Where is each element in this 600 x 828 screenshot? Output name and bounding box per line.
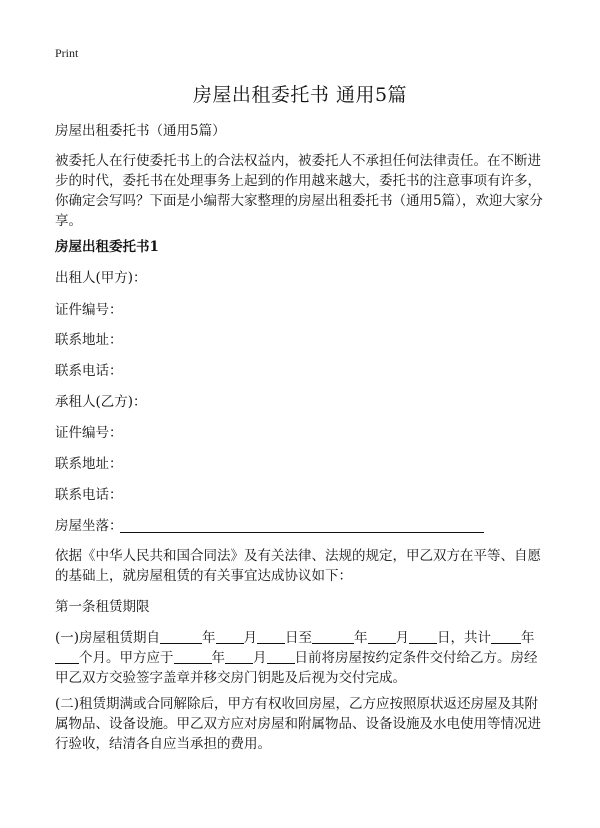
- deliver-year-blank: [174, 649, 212, 664]
- lessee-label: 承租人(乙方)：: [55, 394, 147, 410]
- day-total-text: 日，共计: [437, 630, 492, 646]
- clause-2: (二)租赁期满或合同解除后，甲方有权收回房屋，乙方应按照原状返还房屋及其附属物品、设备设施。甲乙双方应对房屋和附属物品、设备设施及水电使用等情况进行验收，结清各自应当承担的费用。: [55, 696, 541, 752]
- month-unit: 月: [253, 650, 267, 666]
- end-year-blank: [312, 629, 354, 644]
- intro-paragraph: 被委托人在行使委托书上的合法权益内，被委托人不承担任何法律责任。在不断进步的时代，委托书在处理事务上起到的作用越来越大，委托书的注意事项有许多，你确定会写吗？下面是小编帮大家整理的房屋出租委托书（通用5篇），欢迎大家分享。: [55, 153, 543, 229]
- deliver-day-blank: [267, 649, 295, 664]
- document-title: 房屋出租委托书 通用5篇: [192, 84, 408, 106]
- deliver-text: 日前将房屋按约定条件交付给乙方。房经甲乙双方交验签字盖章并移交房门钥匙及后视为交付完成。: [55, 650, 538, 686]
- location-blank-line: [120, 532, 484, 533]
- year-unit: 年: [354, 630, 368, 646]
- day-to-text: 日至: [285, 630, 313, 646]
- deliver-month-blank: [225, 649, 253, 664]
- location-label: 房屋坐落：: [55, 518, 123, 534]
- lessor-address-label: 联系地址：: [55, 332, 123, 348]
- start-month-blank: [216, 629, 244, 644]
- article1-heading: 第一条租赁期限: [55, 599, 150, 615]
- year-unit: 年: [521, 630, 535, 646]
- print-label: Print: [55, 46, 79, 60]
- term-start-text: (一)房屋租赁期自: [55, 630, 161, 646]
- intro-subtitle: 房屋出租委托书（通用5篇）: [55, 123, 226, 139]
- term-clause: [55, 628, 550, 688]
- month-unit: 月: [395, 630, 410, 646]
- start-day-blank: [257, 629, 285, 644]
- month-unit: 月: [243, 630, 258, 646]
- end-day-blank: [409, 629, 437, 644]
- year-unit: 年: [211, 650, 225, 666]
- basis-paragraph: 依据《中华人民共和国合同法》及有关法律、法规的规定，甲乙双方在平等、自愿的基础上，就房屋租赁的有关事宜达成协议如下：: [55, 548, 541, 584]
- lessee-phone-label: 联系电话：: [55, 487, 123, 503]
- start-year-blank: [160, 629, 202, 644]
- total-years-blank: [491, 629, 521, 644]
- total-months-blank: [55, 649, 79, 664]
- lessee-id-label: 证件编号：: [55, 425, 123, 441]
- year-unit: 年: [202, 630, 216, 646]
- lessor-id-label: 证件编号：: [55, 302, 123, 318]
- lessor-phone-label: 联系电话：: [55, 363, 123, 379]
- lessor-label: 出租人(甲方)：: [55, 270, 147, 286]
- section-heading: 房屋出租委托书1: [55, 239, 159, 255]
- months-text: 个月。甲方应于: [79, 650, 174, 666]
- lessee-address-label: 联系地址：: [55, 456, 123, 472]
- end-month-blank: [368, 629, 396, 644]
